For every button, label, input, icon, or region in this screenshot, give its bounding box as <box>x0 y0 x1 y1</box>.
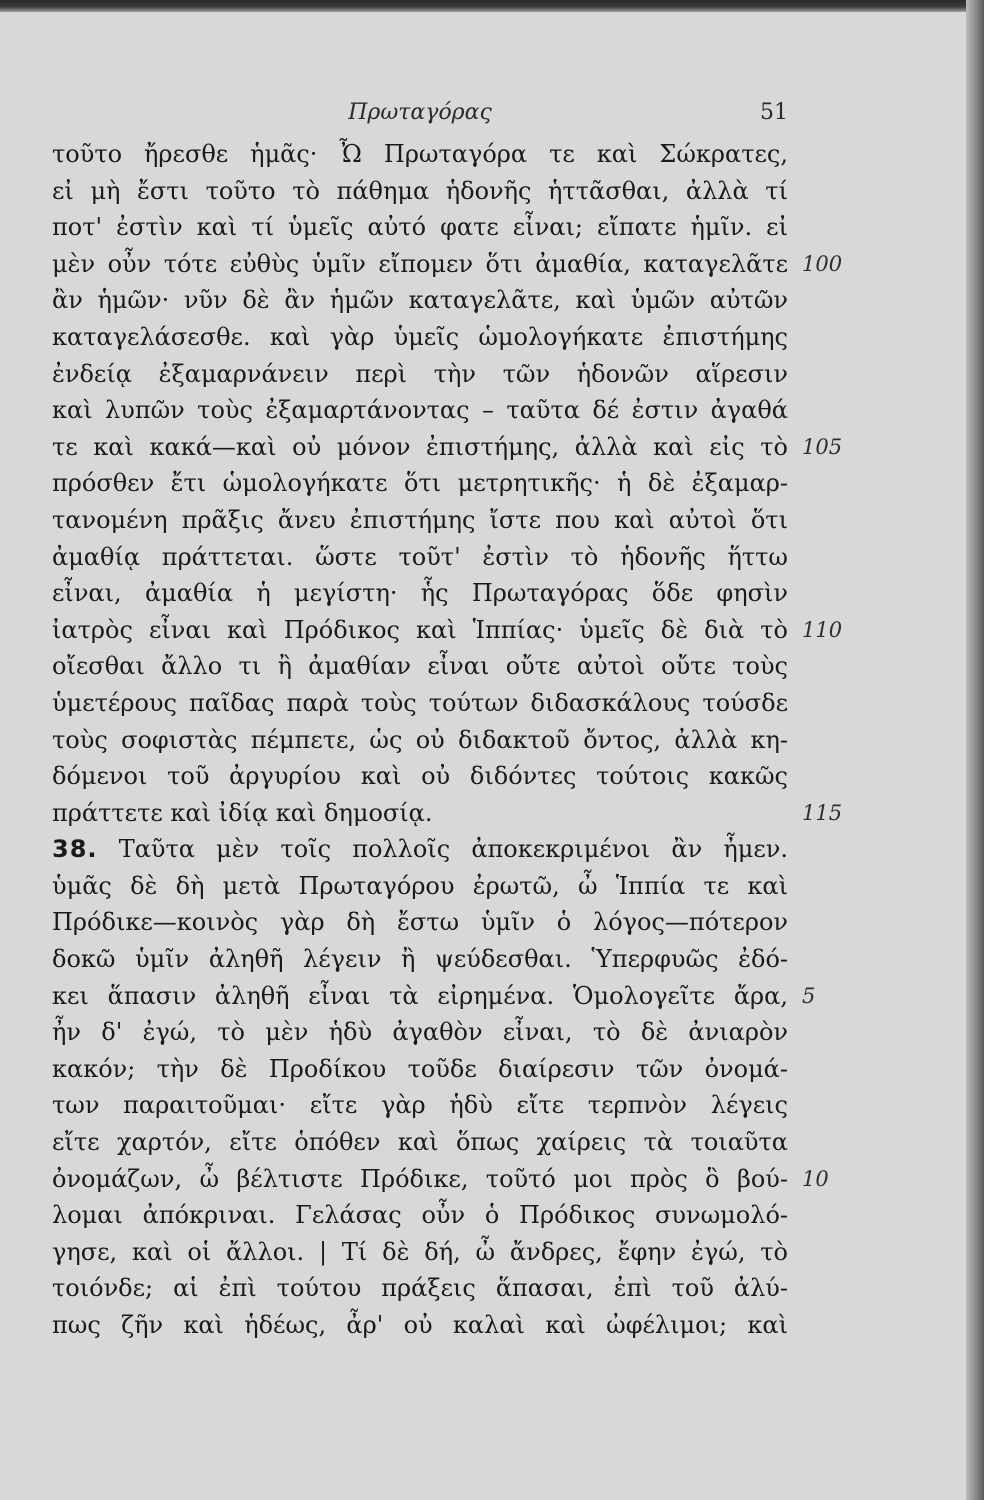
line-text: λομαι ἀπόκριναι. Γελάσας οὖν ὁ Πρόδικος συνωμολό- <box>52 1201 788 1230</box>
text-line <box>52 575 788 612</box>
text-line <box>52 1051 788 1088</box>
text-line <box>52 831 788 868</box>
book-page <box>52 96 843 1344</box>
page-number: 51 <box>760 100 788 125</box>
line-text: τοιόνδε; αἱ ἐπὶ τούτου πράξεις ἅπασαι, ἐπὶ τοῦ ἀλύ- <box>52 1274 788 1303</box>
text-line <box>52 1307 788 1344</box>
line-text: ἐνδείᾳ ἐξαμαρνάνειν περὶ τὴν τῶν ἡδονῶν αἵρεσιν <box>52 359 788 388</box>
text-line <box>52 282 788 319</box>
text-line <box>52 795 843 832</box>
text-line <box>52 173 788 210</box>
text-line <box>52 1234 788 1271</box>
line-text: ὀνομάζων, ὦ βέλτιστε Πρόδικε, τοῦτό μοι πρὸς ὃ βού- <box>52 1164 788 1193</box>
line-text: εἶναι, ἀμαθία ἡ μεγίστη· ἧς Πρωταγόρας ὅδε φησὶν <box>52 579 788 608</box>
page-right-edge <box>966 0 984 1500</box>
margin-line-number: 10 <box>802 1166 829 1191</box>
line-text: Πρόδικε—κοινὸς γὰρ δὴ ἔστω ὑμῖν ὁ λόγος—πότερον <box>52 908 788 937</box>
line-text: οἴεσθαι ἄλλο τι ἢ ἀμαθίαν εἶναι οὔτε αὐτοὶ οὔτε τοὺς <box>52 652 788 681</box>
line-text: καὶ λυπῶν τοὺς ἐξαμαρτάνοντας – ταῦτα δέ ἐστιν ἀγαθά <box>52 396 788 425</box>
line-text: δοκῶ ὑμῖν ἀληθῆ λέγειν ἢ ψεύδεσθαι. Ὑπερφυῶς ἐδό- <box>52 945 788 974</box>
line-text: γησε, καὶ οἱ ἄλλοι. | Τί δὲ δή, ὦ ἄνδρες, ἔφην ἐγώ, τὸ <box>52 1237 788 1266</box>
line-text: Ταῦτα μὲν τοῖς πολλοῖς ἀποκεκριμένοι ἂν ἦμεν. <box>118 835 788 864</box>
line-text: μὲν οὖν τότε εὐθὺς ὑμῖν εἴπομεν ὅτι ἀμαθία, καταγελᾶτε <box>52 249 788 278</box>
running-head-title: Πρωταγόρας <box>348 100 492 125</box>
text-line <box>52 465 788 502</box>
text-line <box>52 978 816 1015</box>
text-line <box>52 1161 829 1198</box>
line-text: κει ἅπασιν ἀληθῆ εἶναι τὰ εἰρημένα. Ὁμολογεῖτε ἄρα, <box>52 981 788 1010</box>
text-line <box>52 429 843 466</box>
text-line <box>52 502 788 539</box>
line-text: ἂν ἡμῶν· νῦν δὲ ἂν ἡμῶν καταγελᾶτε, καὶ ὑμῶν αὐτῶν <box>52 286 788 315</box>
line-text: πρόσθεν ἔτι ὡμολογήκατε ὅτι μετρητικῆς· ἡ δὲ ἐξαμαρ- <box>52 469 788 498</box>
line-text: ποτ' ἐστὶν καὶ τί ὑμεῖς αὐτό φατε εἶναι; εἴπατε ἡμῖν. εἰ <box>52 213 788 242</box>
text-line <box>52 904 788 941</box>
line-text: ἀμαθίᾳ πράττεται. ὥστε τοῦτ' ἐστὶν τὸ ἡδονῆς ἥττω <box>52 542 788 571</box>
text-line <box>52 685 788 722</box>
text-line <box>52 758 788 795</box>
text-line <box>52 209 788 246</box>
running-head <box>52 96 788 136</box>
margin-line-number: 100 <box>802 251 843 276</box>
text-line <box>52 1270 788 1307</box>
page-top-edge <box>0 0 984 12</box>
section-marker: 38. <box>52 835 98 864</box>
text-line <box>52 1124 788 1161</box>
line-text: εἰ μὴ ἔστι τοῦτο τὸ πάθημα ἡδονῆς ἡττᾶσθαι, ἀλλὰ τί <box>52 176 788 205</box>
line-text: τε καὶ κακά—καὶ οὐ μόνον ἐπιστήμης, ἀλλὰ καὶ εἰς τὸ <box>52 432 788 461</box>
line-text: ἰατρὸς εἶναι καὶ Πρόδικος καὶ Ἱππίας· ὑμεῖς δὲ διὰ τὸ <box>52 615 788 644</box>
line-text: πράττετε καὶ ἰδίᾳ καὶ δημοσίᾳ. <box>52 798 433 827</box>
text-line <box>52 246 843 283</box>
text-line <box>52 868 788 905</box>
text-line <box>52 722 788 759</box>
text-line <box>52 941 788 978</box>
margin-line-number: 5 <box>802 983 816 1008</box>
margin-line-number: 115 <box>802 800 843 825</box>
line-text: εἴτε χαρτόν, εἴτε ὁπόθεν καὶ ὅπως χαίρεις τὰ τοιαῦτα <box>52 1128 788 1157</box>
text-block <box>52 136 843 1344</box>
line-text: ὑμετέρους παῖδας παρὰ τοὺς τούτων διδασκάλους τούσδε <box>52 688 788 717</box>
text-line <box>52 356 788 393</box>
line-text: κακόν; τὴν δὲ Προδίκου τοῦδε διαίρεσιν τῶν ὀνομά- <box>52 1054 788 1083</box>
text-line <box>52 1014 788 1051</box>
text-line <box>52 1197 788 1234</box>
line-text: ἦν δ' ἐγώ, τὸ μὲν ἡδὺ ἀγαθὸν εἶναι, τὸ δὲ ἀνιαρὸν <box>52 1018 788 1047</box>
text-line <box>52 1087 788 1124</box>
text-line <box>52 392 788 429</box>
line-text: ὑμᾶς δὲ δὴ μετὰ Πρωταγόρου ἐρωτῶ, ὦ Ἱππία τε καὶ <box>52 871 788 900</box>
line-text: τοῦτο ἤρεσθε ἡμᾶς· Ὦ Πρωταγόρα τε καὶ Σώκρατες, <box>52 140 788 168</box>
line-text: των παραιτοῦμαι· εἴτε γὰρ ἡδὺ εἴτε τερπνὸν λέγεις <box>52 1091 788 1120</box>
text-line <box>52 319 788 356</box>
line-text: τανομένη πρᾶξις ἄνευ ἐπιστήμης ἴστε που καὶ αὐτοὶ ὅτι <box>52 505 788 534</box>
line-text: πως ζῆν καὶ ἡδέως, ἆρ' οὐ καλαὶ καὶ ὠφέλιμοι; καὶ <box>52 1311 788 1339</box>
margin-line-number: 110 <box>802 617 843 642</box>
text-line <box>52 648 788 685</box>
text-line <box>52 136 788 173</box>
text-line <box>52 612 843 649</box>
text-line <box>52 539 788 576</box>
line-text: τοὺς σοφιστὰς πέμπετε, ὡς οὐ διδακτοῦ ὄντος, ἀλλὰ κη- <box>52 725 788 754</box>
line-text: δόμενοι τοῦ ἀργυρίου καὶ οὐ διδόντες τούτοις κακῶς <box>52 762 788 791</box>
line-text: καταγελάσεσθε. καὶ γὰρ ὑμεῖς ὡμολογήκατε ἐπιστήμης <box>52 322 788 351</box>
margin-line-number: 105 <box>802 434 843 459</box>
